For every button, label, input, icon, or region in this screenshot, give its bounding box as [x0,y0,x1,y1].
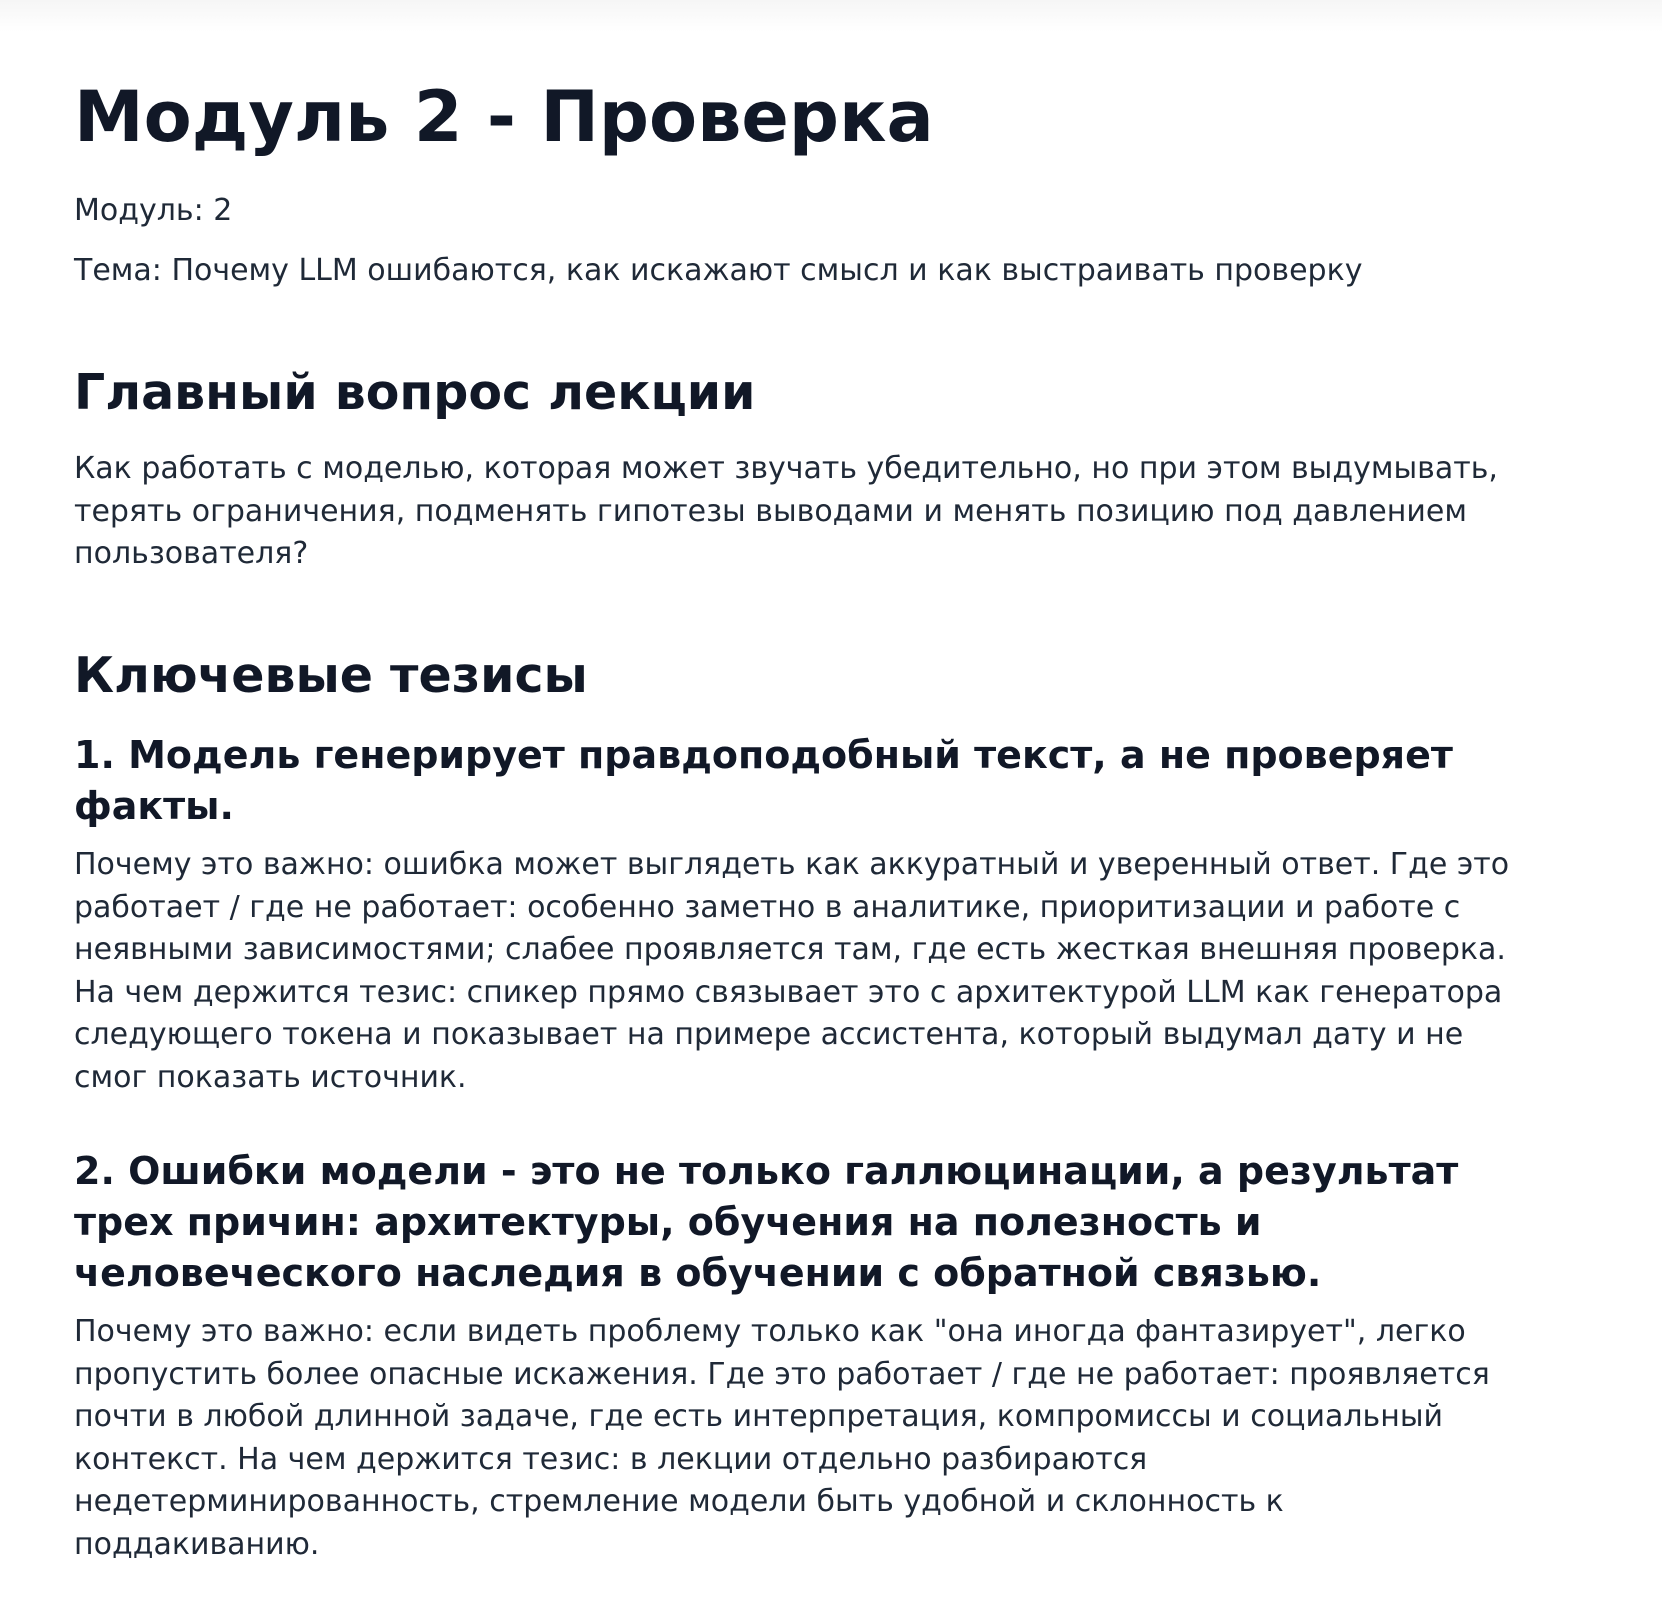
key-theses-heading: Ключевые тезисы [74,647,588,704]
thesis-body: Почему это важно: если видеть проблему только как "она иногда фантазирует", легко пропустить более опасные искажения. Где это работает / где не работает: проявляется почти в любой длинной задаче, где есть интерпретация, компромиссы и социальный контекст. На чем держится тезис: в лекции отдельно разбираются недетерминированность, стремление модели быть удобной и склонность к поддакиванию. [74,1314,1490,1562]
main-question-text: Как работать с моделью, которая может звучать убедительно, но при этом выдумывать, терять ограничения, подменять гипотезы выводами и менять позицию под давлением пользователя? [74,451,1498,571]
main-question-heading: Главный вопрос лекции [74,364,756,421]
thesis-title: 2. Ошибки модели - это не только галлюцинации, а результат трех причин: архитектуры, обучения на полезность и человеческого наследия в обучении с обратной связью. [74,1149,1459,1295]
top-edge-shadow [0,0,1662,32]
topic-label: Тема: Почему LLM ошибаются, как искажают смысл и как выстраивать проверку [74,253,1363,288]
module-label: Модуль: 2 [74,193,233,228]
thesis-title: 1. Модель генерирует правдоподобный текст, а не проверяет факты. [74,733,1453,828]
page-title: Модуль 2 - Проверка [74,76,934,158]
thesis-body: Почему это важно: ошибка может выглядеть как аккуратный и уверенный ответ. Где это работает / где не работает: особенно заметно в аналитике, приоритизации и работе с неявными зависимостями; слабее проявляется там, где есть жесткая внешняя проверка. На чем держится тезис: спикер прямо связывает это с архитектурой LLM как генератора следующего токена и показывает на примере ассистента, который выдумал дату и не смог показать источник. [74,847,1510,1095]
